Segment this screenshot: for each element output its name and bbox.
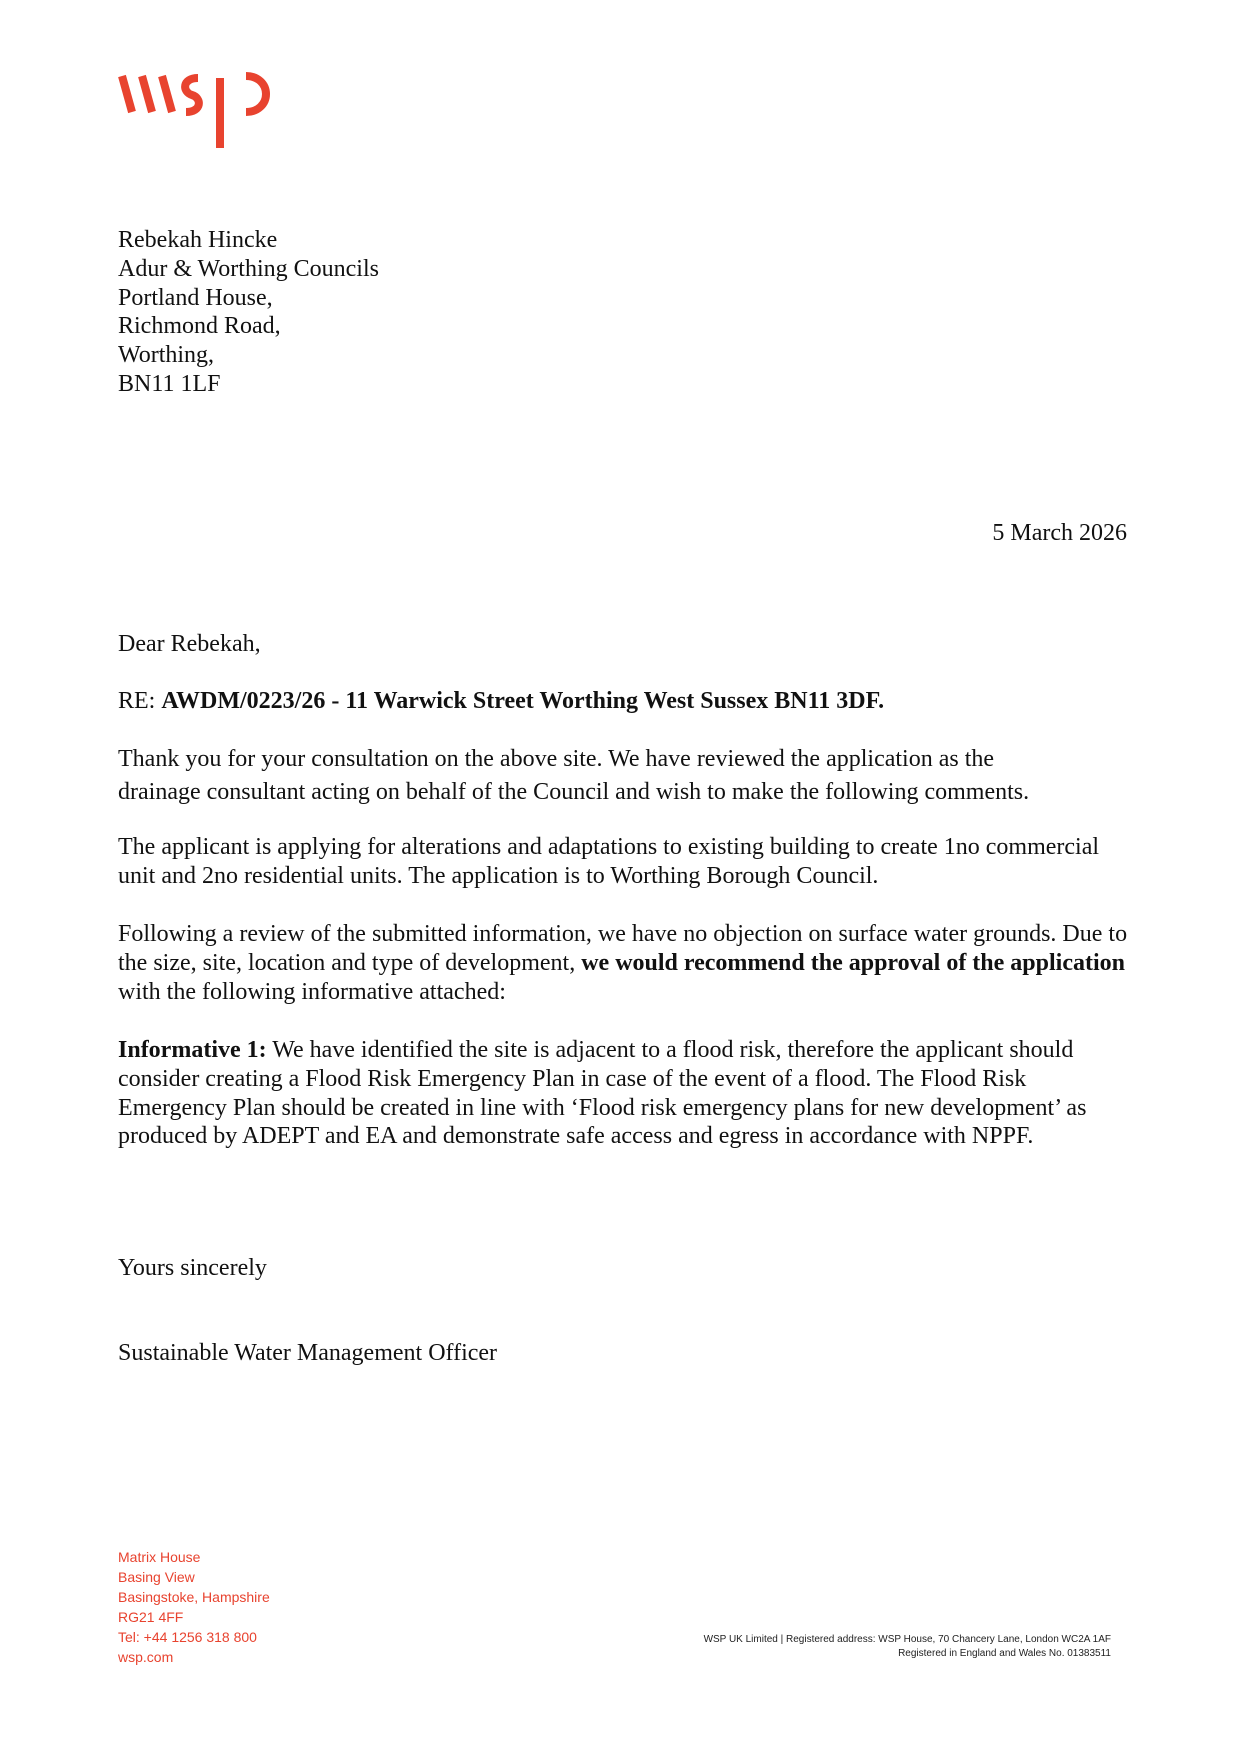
address-line: Basing View xyxy=(118,1569,195,1585)
paragraph-consultation xyxy=(118,745,1138,807)
paragraph-line: Thank you for your consultation on the above site. We have reviewed the application as the xyxy=(118,746,995,772)
letter-date: 5 March 2026 xyxy=(992,520,1127,546)
paragraph-application xyxy=(118,833,1138,891)
address-line: Basingstoke, Hampshire xyxy=(118,1589,270,1605)
paragraph-recommendation xyxy=(118,920,1138,1006)
company-line: Registered in England and Wales No. 01383511 xyxy=(898,1648,1111,1659)
closing: Yours sincerely xyxy=(118,1255,267,1281)
address-website: wsp.com xyxy=(118,1649,174,1665)
address-phone: Tel: +44 1256 318 800 xyxy=(118,1629,257,1645)
recipient-address xyxy=(118,226,379,399)
recipient-line: BN11 1LF xyxy=(118,370,221,397)
re-subject: AWDM/0223/26 - 11 Warwick Street Worthing West Sussex BN11 3DF. xyxy=(161,688,885,714)
wsp-logo xyxy=(118,72,278,152)
footer-company-registration xyxy=(704,1633,1111,1661)
recipient-line: Worthing, xyxy=(118,342,215,369)
footer-address xyxy=(118,1547,270,1667)
recommendation-bold: we would recommend the approval of the application xyxy=(581,949,1125,976)
address-line: Matrix House xyxy=(118,1549,201,1565)
paragraph-text: Following a review of the submitted information, we have no objection on surface water grounds. Due to the size, site, location and type of development, xyxy=(118,921,1128,976)
re-prefix: RE: xyxy=(118,688,162,714)
paragraph-text: with the following informative attached: xyxy=(118,978,506,1005)
re-line xyxy=(118,687,1138,716)
recipient-line: Rebekah Hincke xyxy=(118,227,278,253)
paragraph-text: We have identified the site is adjacent to a flood risk, therefore the applicant should consider creating a Flood Risk Emergency Plan in case of the event of a flood. The Flood Risk Emergency Plan should be created in line with ‘Flood risk emergency plans for new development’ as produced by ADEPT and EA and demonstrate safe access and egress in accordance with NPPF. xyxy=(118,1037,1087,1150)
address-line: RG21 4FF xyxy=(118,1609,184,1625)
company-line: WSP UK Limited | Registered address: WSP House, 70 Chancery Lane, London WC2A 1AF xyxy=(703,1634,1111,1645)
paragraph-line: drainage consultant acting on behalf of the Council and wish to make the following comments. xyxy=(118,778,1030,805)
paragraph-text: The applicant is applying for alterations and adaptations to existing building to create 1no commercial unit and 2no residential units. The application is to Worthing Borough Council. xyxy=(118,834,1100,889)
recipient-line: Adur & Worthing Councils xyxy=(118,255,379,282)
salutation: Dear Rebekah, xyxy=(118,631,261,657)
informative-label: Informative 1: xyxy=(118,1037,267,1063)
signoff-title: Sustainable Water Management Officer xyxy=(118,1340,498,1366)
paragraph-informative xyxy=(118,1036,1138,1151)
recipient-line: Portland House, xyxy=(118,284,273,311)
recipient-line: Richmond Road, xyxy=(118,313,281,340)
